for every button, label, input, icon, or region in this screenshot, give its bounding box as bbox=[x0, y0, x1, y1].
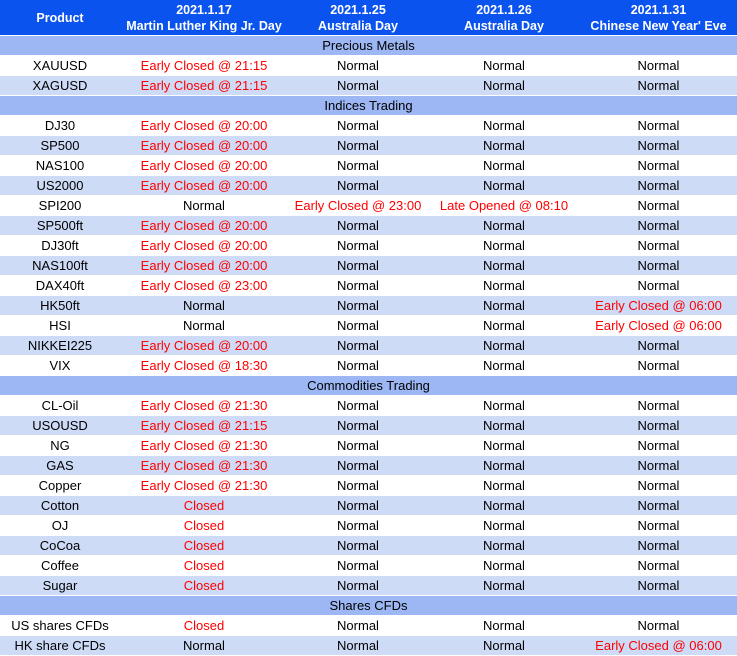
status-cell: Early Closed @ 20:00 bbox=[140, 118, 268, 133]
header-holiday: Australia Day bbox=[464, 18, 544, 33]
status-cell: Normal bbox=[483, 158, 525, 173]
table-header bbox=[0, 0, 737, 36]
product-name: NG bbox=[50, 438, 70, 453]
status-cell: Normal bbox=[637, 578, 680, 593]
table-row bbox=[0, 276, 737, 296]
status-cell: Normal bbox=[337, 398, 379, 413]
status-cell: Normal bbox=[337, 418, 379, 433]
status-cell: Normal bbox=[637, 178, 680, 193]
table-row bbox=[0, 396, 737, 416]
table-row bbox=[0, 156, 737, 176]
status-cell: Closed bbox=[183, 578, 225, 593]
status-cell: Normal bbox=[337, 238, 379, 253]
status-cell: Normal bbox=[637, 498, 680, 513]
status-cell: Normal bbox=[483, 618, 525, 633]
status-cell: Normal bbox=[337, 338, 379, 353]
header-product-label: Product bbox=[36, 10, 84, 25]
status-cell: Normal bbox=[483, 258, 525, 273]
status-cell: Normal bbox=[483, 498, 525, 513]
status-cell: Normal bbox=[337, 538, 379, 553]
status-cell: Normal bbox=[337, 118, 379, 133]
status-cell: Normal bbox=[637, 358, 680, 373]
status-cell: Closed bbox=[183, 498, 225, 513]
status-cell: Early Closed @ 20:00 bbox=[140, 238, 268, 253]
status-cell: Normal bbox=[483, 578, 525, 593]
status-cell: Normal bbox=[637, 458, 680, 473]
status-cell: Early Closed @ 20:00 bbox=[140, 218, 268, 233]
status-cell: Normal bbox=[637, 398, 680, 413]
header-holiday: Australia Day bbox=[318, 18, 398, 33]
product-name: SPI200 bbox=[38, 198, 82, 213]
status-cell: Normal bbox=[637, 238, 680, 253]
status-cell: Normal bbox=[483, 418, 525, 433]
status-cell: Normal bbox=[337, 58, 379, 73]
status-cell: Early Closed @ 06:00 bbox=[595, 298, 722, 313]
product-name: Coffee bbox=[40, 558, 80, 573]
status-cell: Early Closed @ 21:30 bbox=[140, 478, 268, 493]
product-name: Copper bbox=[38, 478, 82, 493]
status-cell: Normal bbox=[637, 418, 680, 433]
section-header: Precious Metals bbox=[0, 36, 737, 56]
table-row bbox=[0, 176, 737, 196]
status-cell: Normal bbox=[337, 498, 379, 513]
status-cell: Normal bbox=[337, 78, 379, 93]
status-cell: Early Closed @ 20:00 bbox=[140, 138, 268, 153]
status-cell: Closed bbox=[183, 558, 225, 573]
product-name: DJ30 bbox=[44, 118, 76, 133]
status-cell: Late Opened @ 08:10 bbox=[439, 198, 569, 213]
status-cell: Normal bbox=[183, 198, 225, 213]
status-cell: Normal bbox=[337, 558, 379, 573]
status-cell: Normal bbox=[337, 158, 379, 173]
table-row bbox=[0, 416, 737, 436]
table-row bbox=[0, 236, 737, 256]
status-cell: Normal bbox=[637, 258, 680, 273]
table-row bbox=[0, 316, 737, 336]
status-cell: Early Closed @ 21:30 bbox=[140, 398, 268, 413]
status-cell: Normal bbox=[483, 278, 525, 293]
table-row bbox=[0, 576, 737, 596]
table-row bbox=[0, 116, 737, 136]
header-date: 2021.1.26 bbox=[476, 2, 532, 17]
status-cell: Normal bbox=[337, 278, 379, 293]
status-cell: Normal bbox=[483, 558, 525, 573]
status-cell: Normal bbox=[637, 198, 680, 213]
table-body bbox=[0, 36, 737, 656]
header-col-australia-day-1 bbox=[288, 0, 428, 35]
product-name: VIX bbox=[49, 358, 71, 373]
status-cell: Normal bbox=[483, 78, 525, 93]
product-name: HSI bbox=[49, 318, 71, 333]
product-name: OJ bbox=[51, 518, 69, 533]
status-cell: Early Closed @ 23:00 bbox=[294, 198, 422, 213]
table-row bbox=[0, 356, 737, 376]
status-cell: Normal bbox=[483, 138, 525, 153]
header-date: 2021.1.25 bbox=[330, 2, 386, 17]
product-name: CL-Oil bbox=[41, 398, 79, 413]
status-cell: Normal bbox=[483, 58, 525, 73]
table-row bbox=[0, 296, 737, 316]
table-row bbox=[0, 336, 737, 356]
status-cell: Normal bbox=[337, 458, 379, 473]
status-cell: Normal bbox=[483, 358, 525, 373]
status-cell: Early Closed @ 18:30 bbox=[140, 358, 268, 373]
status-cell: Normal bbox=[337, 258, 379, 273]
product-name: US2000 bbox=[36, 178, 84, 193]
header-col-chinese-new-year-eve bbox=[580, 0, 737, 35]
status-cell: Normal bbox=[483, 318, 525, 333]
status-cell: Normal bbox=[337, 218, 379, 233]
status-cell: Normal bbox=[337, 178, 379, 193]
status-cell: Early Closed @ 21:30 bbox=[140, 458, 268, 473]
header-date: 2021.1.31 bbox=[630, 2, 687, 17]
status-cell: Normal bbox=[183, 318, 225, 333]
section-header: Indices Trading bbox=[0, 96, 737, 116]
status-cell: Normal bbox=[483, 298, 525, 313]
status-cell: Normal bbox=[483, 458, 525, 473]
status-cell: Normal bbox=[337, 478, 379, 493]
status-cell: Normal bbox=[637, 558, 680, 573]
product-name: DJ30ft bbox=[41, 238, 79, 253]
product-name: GAS bbox=[46, 458, 74, 473]
table-row bbox=[0, 496, 737, 516]
section-header: Shares CFDs bbox=[0, 596, 737, 616]
status-cell: Early Closed @ 21:15 bbox=[140, 418, 268, 433]
header-col-australia-day-2 bbox=[428, 0, 580, 35]
product-name: SP500 bbox=[40, 138, 80, 153]
table-row bbox=[0, 556, 737, 576]
header-holiday: Martin Luther King Jr. Day bbox=[126, 18, 282, 33]
product-name: HK50ft bbox=[40, 298, 80, 313]
status-cell: Normal bbox=[483, 398, 525, 413]
header-holiday: Chinese New Year' Eve bbox=[590, 18, 727, 33]
product-name: DAX40ft bbox=[35, 278, 85, 293]
status-cell: Early Closed @ 06:00 bbox=[595, 638, 722, 653]
status-cell: Normal bbox=[337, 518, 379, 533]
status-cell: Early Closed @ 21:30 bbox=[140, 438, 268, 453]
product-name: XAGUSD bbox=[32, 78, 88, 93]
status-cell: Normal bbox=[337, 318, 379, 333]
status-cell: Normal bbox=[637, 338, 680, 353]
header-date: 2021.1.17 bbox=[176, 2, 232, 17]
table-row bbox=[0, 516, 737, 536]
table-row bbox=[0, 56, 737, 76]
status-cell: Normal bbox=[483, 478, 525, 493]
status-cell: Normal bbox=[637, 138, 680, 153]
status-cell: Normal bbox=[337, 578, 379, 593]
table-row bbox=[0, 436, 737, 456]
status-cell: Normal bbox=[483, 218, 525, 233]
product-name: CoCoa bbox=[39, 538, 81, 553]
status-cell: Normal bbox=[637, 118, 680, 133]
table-row bbox=[0, 256, 737, 276]
status-cell: Early Closed @ 23:00 bbox=[140, 278, 268, 293]
table-row bbox=[0, 616, 737, 636]
status-cell: Normal bbox=[483, 238, 525, 253]
status-cell: Normal bbox=[637, 278, 680, 293]
product-name: HK share CFDs bbox=[14, 638, 106, 653]
status-cell: Normal bbox=[483, 178, 525, 193]
status-cell: Normal bbox=[637, 58, 680, 73]
product-name: SP500ft bbox=[36, 218, 84, 233]
status-cell: Normal bbox=[637, 438, 680, 453]
status-cell: Normal bbox=[637, 218, 680, 233]
table-row bbox=[0, 456, 737, 476]
product-name: NAS100 bbox=[35, 158, 85, 173]
status-cell: Early Closed @ 20:00 bbox=[140, 178, 268, 193]
status-cell: Normal bbox=[337, 138, 379, 153]
status-cell: Early Closed @ 06:00 bbox=[595, 318, 722, 333]
status-cell: Normal bbox=[337, 438, 379, 453]
product-name: US shares CFDs bbox=[11, 618, 109, 633]
header-col-mlk-day bbox=[120, 0, 288, 35]
status-cell: Normal bbox=[483, 538, 525, 553]
status-cell: Closed bbox=[183, 618, 225, 633]
status-cell: Normal bbox=[637, 478, 680, 493]
product-name: NIKKEI225 bbox=[27, 338, 93, 353]
table-row bbox=[0, 476, 737, 496]
table-row bbox=[0, 196, 737, 216]
status-cell: Closed bbox=[183, 518, 225, 533]
status-cell: Normal bbox=[483, 338, 525, 353]
table-row bbox=[0, 76, 737, 96]
status-cell: Early Closed @ 20:00 bbox=[140, 338, 268, 353]
status-cell: Normal bbox=[337, 618, 379, 633]
status-cell: Early Closed @ 20:00 bbox=[140, 158, 268, 173]
status-cell: Normal bbox=[183, 638, 225, 653]
status-cell: Normal bbox=[483, 518, 525, 533]
product-name: Sugar bbox=[42, 578, 78, 593]
status-cell: Early Closed @ 21:15 bbox=[140, 58, 268, 73]
status-cell: Normal bbox=[337, 638, 379, 653]
table-row bbox=[0, 636, 737, 656]
status-cell: Early Closed @ 21:15 bbox=[140, 78, 268, 93]
product-name: Cotton bbox=[40, 498, 80, 513]
status-cell: Normal bbox=[337, 298, 379, 313]
table-row bbox=[0, 216, 737, 236]
status-cell: Normal bbox=[483, 438, 525, 453]
product-name: NAS100ft bbox=[32, 258, 88, 273]
status-cell: Normal bbox=[483, 638, 525, 653]
status-cell: Normal bbox=[637, 158, 680, 173]
status-cell: Early Closed @ 20:00 bbox=[140, 258, 268, 273]
product-name: USOUSD bbox=[32, 418, 88, 433]
status-cell: Normal bbox=[483, 118, 525, 133]
status-cell: Closed bbox=[183, 538, 225, 553]
section-header: Commodities Trading bbox=[0, 376, 737, 396]
product-name: XAUUSD bbox=[32, 58, 88, 73]
table-row bbox=[0, 536, 737, 556]
status-cell: Normal bbox=[183, 298, 225, 313]
status-cell: Normal bbox=[337, 358, 379, 373]
status-cell: Normal bbox=[637, 518, 680, 533]
table-row bbox=[0, 136, 737, 156]
status-cell: Normal bbox=[637, 618, 680, 633]
status-cell: Normal bbox=[637, 78, 680, 93]
status-cell: Normal bbox=[637, 538, 680, 553]
